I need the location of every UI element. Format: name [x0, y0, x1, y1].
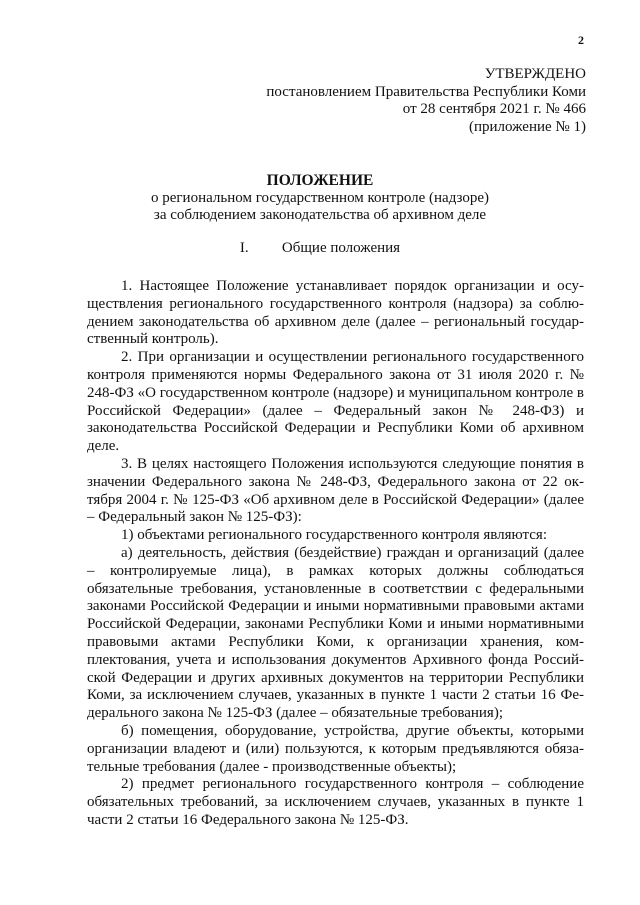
paragraph-3-item-1b: б) помещения, оборудование, устройства, другие объекты, которыми организации владеют и (или) пользуются, к которым предъявляются обязательные требования (далее - производственные объекты);	[87, 722, 584, 775]
document-title-block	[0, 172, 640, 225]
approval-line-appendix: (приложение № 1)	[468, 118, 586, 135]
approval-line-date: от 28 сентября 2021 г. № 466	[402, 101, 586, 117]
body-text	[87, 278, 584, 830]
paragraph-3-item-2: 2) предмет регионального государственного контроля – соблюдение обязательных требований, за исключением случаев, указанных в пункте 1 части 2 статьи 16 Федерального закона № 125-ФЗ.	[87, 776, 584, 828]
document-title: ПОЛОЖЕНИЕ	[266, 172, 374, 189]
paragraph-1: 1. Настоящее Положение устанавливает порядок организации и осуществления регионального государственного контроля (надзора) за соблюдением законодательства об архивном деле (далее – региональный государственный контроль).	[87, 278, 584, 348]
document-subtitle-line1: о региональном государственном контроле (надзоре)	[150, 189, 490, 206]
paragraph-3-item-1: 1) объектами регионального государственного контроля являются:	[121, 527, 547, 544]
section-title: Общие положения	[281, 240, 401, 256]
approval-stamp	[266, 66, 586, 136]
approval-line-resolution: постановлением Правительства Республики Коми	[266, 83, 586, 100]
document-subtitle-line2: за соблюдением законодательства об архивном деле	[153, 207, 487, 223]
approval-line-approved: УТВЕРЖДЕНО	[484, 66, 586, 82]
section-heading	[0, 240, 640, 257]
paragraph-2: 2. При организации и осуществлении регионального государственного контроля применяются нормы Федерального закона от 31 июля 2020 г. № 248-ФЗ «О государственном контроле (надзоре) и муниципальном контроле в Российской Федерации» (далее – Федеральный закон № 248-ФЗ) и законодательства Российской Федерации и Республики Коми об архивном деле.	[87, 349, 584, 455]
paragraph-3: 3. В целях настоящего Положения используются следующие понятия в значении Федерального закона № 248-ФЗ, Федерального закона от 22 октября 2004 г. № 125-ФЗ «Об архивном деле в Российской Федерации» (далее – Федеральный закон № 125-ФЗ):	[87, 455, 584, 526]
page-number: 2	[578, 33, 584, 47]
paragraph-3-item-1a: а) деятельность, действия (бездействие) граждан и организаций (далее – контролируемые лица), в рамках которых должны соблюдаться обязательные требования, установленные в соответствии с федеральными законами Российской Федерации и иными нормативными правовыми актами Российской Федерации, законами Республики Коми и иными нормативными правовыми актами Республики Коми, к организации хранения, комплектования, учета и использования документов Архивного фонда Российской Федерации и других архивных документов на территории Республики Коми, за исключением случаев, указанных в пункте 1 части 2 статьи 16 Федерального закона № 125-ФЗ (далее – обязательные требования);	[87, 544, 584, 722]
section-number: I.	[239, 240, 249, 256]
